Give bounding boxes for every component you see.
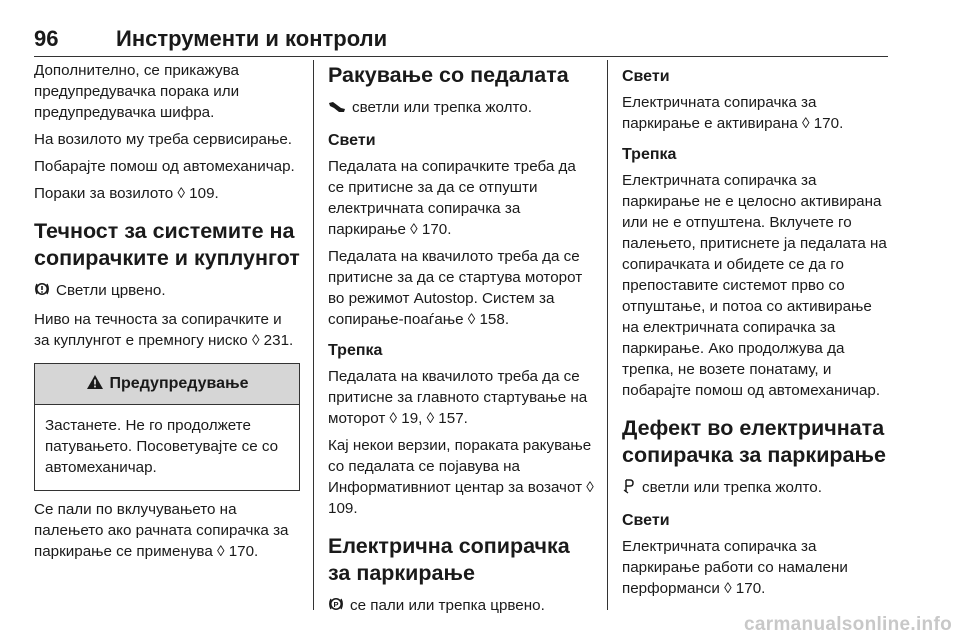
subheading: Свети: [328, 132, 376, 149]
warning-title: Предупредување: [109, 375, 249, 392]
icon-description: светли или трепка жолто.: [352, 99, 532, 116]
paragraph: Педалата на сопирачките треба да се притисне за да се отпушти електричната сопирачка за паркирање ◊ 170.: [328, 158, 576, 238]
column-3: [622, 60, 890, 605]
foot-on-pedal-icon: [328, 99, 346, 120]
warning-box: [34, 363, 300, 491]
paragraph: [328, 97, 596, 120]
icon-description: Светли црвено.: [56, 282, 166, 299]
chapter-title: Инструменти и контроли: [116, 26, 388, 51]
parking-brake-fault-icon: [622, 478, 636, 500]
paragraph: Дополнително, се прикажува предупредувачка порака или предупредувачка шифра.: [34, 62, 240, 121]
subheading: Свети: [622, 68, 670, 85]
svg-text:P: P: [333, 599, 339, 609]
section-heading: Ракување со педалата: [328, 63, 569, 87]
column-1: [34, 60, 300, 568]
paragraph: [34, 280, 300, 303]
subheading: Свети: [622, 512, 670, 529]
icon-description: се пали или трепка црвено.: [350, 597, 545, 614]
warning-header: [35, 364, 299, 405]
subheading: Трепка: [622, 146, 677, 163]
brake-fluid-icon: [34, 281, 50, 303]
paragraph: Ниво на течноста за сопирачките и за куплунгот е премногу ниско ◊ 231.: [34, 311, 294, 349]
warning-triangle-icon: [86, 366, 104, 406]
section-heading: Дефект во електричната сопирачка за паркирање: [622, 416, 886, 467]
warning-text: Застанете. Не го продолжете патувањето. Посоветувајте се со автомеханичар.: [45, 417, 279, 476]
parking-brake-p-icon: [328, 596, 344, 618]
page-header: [34, 22, 888, 57]
column-2: [328, 60, 596, 624]
paragraph: Се пали по вклучувањето на палењето ако рачната сопирачка за паркирање се применува ◊ 170.: [34, 501, 289, 560]
column-divider: [607, 60, 608, 610]
paragraph: Електричната сопирачка за паркирање не е целосно активирана или не е отпуштена. Вклучете го палењето, притиснете ја педалата на сопирачката и обидете се да го препоставите системот прво со отпуштање, и потоа со активирање на електричната сопирачка за паркирање. Ако продолжува да трепка, не возете понатаму, и побарајте помош од автомеханичар.: [622, 172, 887, 399]
section-heading: Електрична сопирачка за паркирање: [328, 534, 570, 585]
column-divider: [313, 60, 314, 610]
paragraph: Пораки за возилото ◊ 109.: [34, 185, 219, 202]
paragraph: [328, 595, 596, 618]
paragraph: Електричната сопирачка за паркирање е активирана ◊ 170.: [622, 94, 844, 132]
paragraph: Педалата на квачилото треба да се притисне за главното стартување на моторот ◊ 19, ◊ 157.: [328, 368, 588, 427]
paragraph: [622, 477, 890, 500]
paragraph: Побарајте помош од автомеханичар.: [34, 158, 295, 175]
watermark: carmanualsonline.info: [744, 614, 952, 635]
paragraph: На возилото му треба сервисирање.: [34, 131, 292, 148]
section-heading: Течност за системите на сопирачките и куплунгот: [34, 219, 300, 270]
subheading: Трепка: [328, 342, 383, 359]
paragraph: Педалата на квачилото треба да се притисне за да се стартува моторот во режимот Autostop. Систем за сопирање-поаѓање ◊ 158.: [328, 248, 583, 328]
paragraph: Кај некои верзии, пораката ракување со педалата се појавува на Информативниот центар за возачот ◊ 109.: [328, 437, 594, 517]
icon-description: светли или трепка жолто.: [642, 479, 822, 496]
page-number: 96: [34, 26, 59, 51]
paragraph: Електричната сопирачка за паркирање работи со намалени перформанси ◊ 170.: [622, 538, 848, 597]
